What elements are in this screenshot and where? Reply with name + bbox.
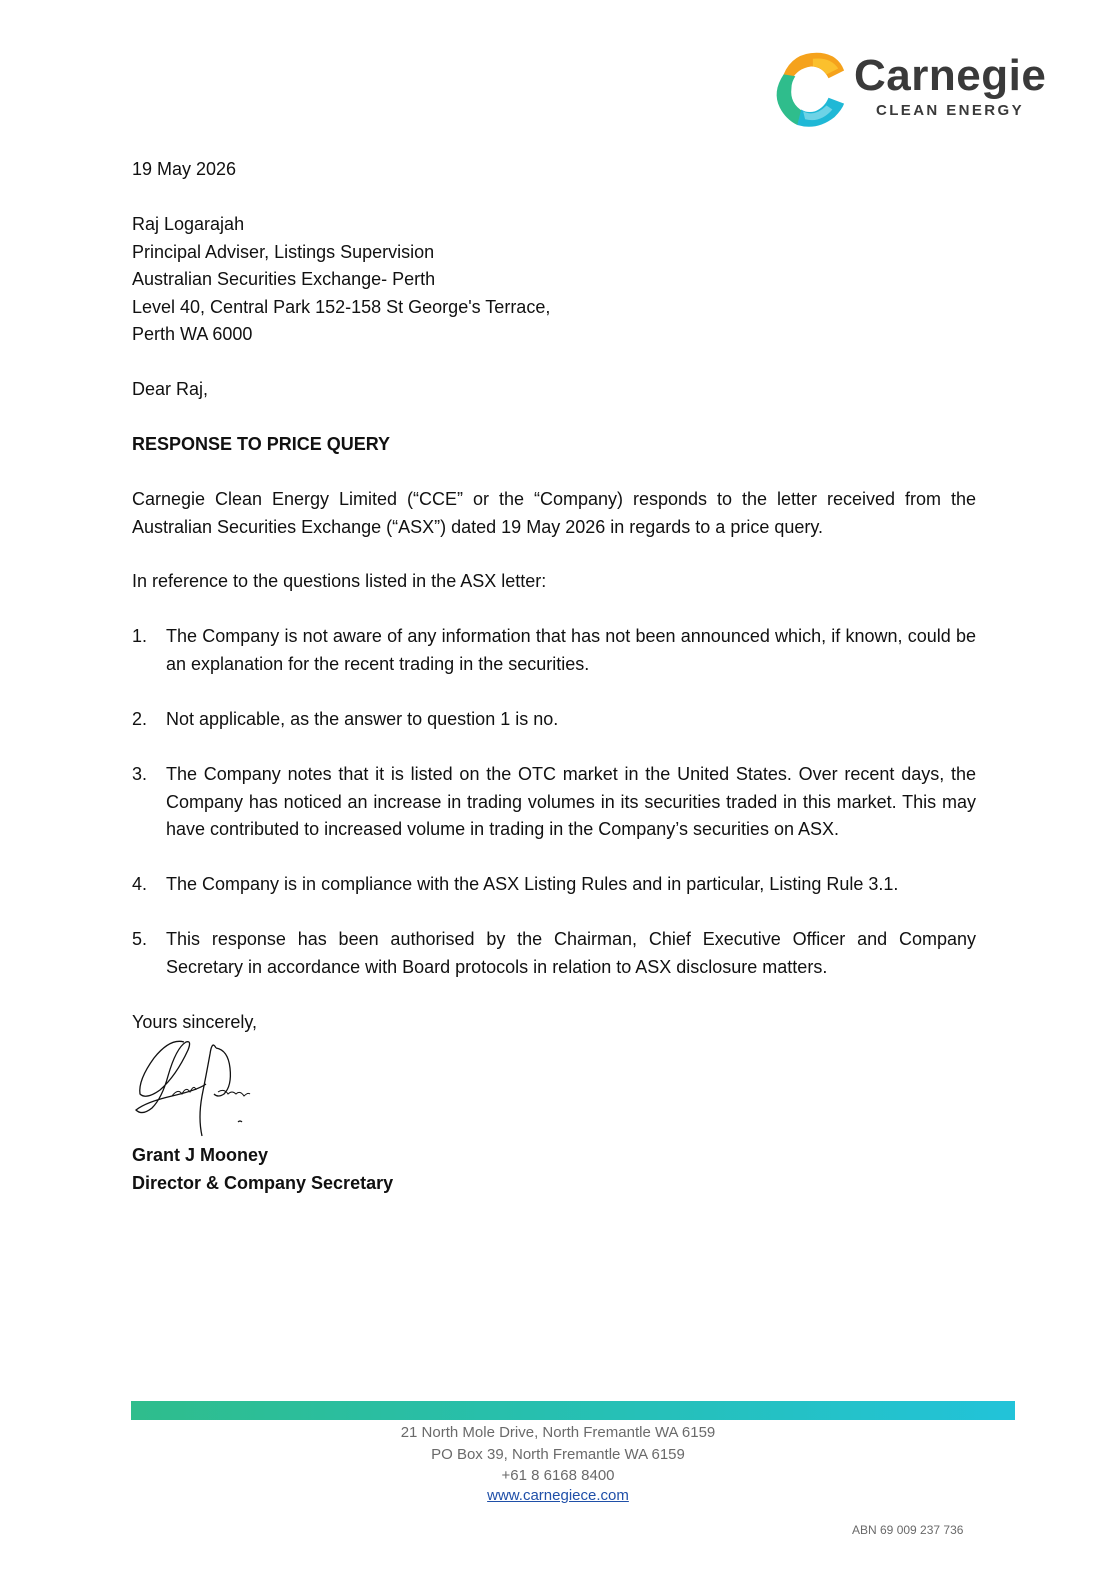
list-item-text: The Company notes that it is listed on the OTC market in the United States. Over recent days, the Company has noticed an increase in trading volumes in its securities traded in this market. This may have contributed to increased volume in trading in the Company’s securities on ASX. (166, 764, 976, 839)
list-item-text: The Company is not aware of any information that has not been announced which, if known, could be an explanation for the recent trading in the securities. (166, 626, 976, 674)
footer-po-box: PO Box 39, North Fremantle WA 6159 (431, 1446, 685, 1463)
signer-name: Grant J Mooney (132, 1145, 269, 1165)
website-link[interactable]: www.carnegiece.com (487, 1487, 629, 1504)
list-item (132, 761, 976, 844)
list-item-number: 5. (132, 929, 148, 949)
footer-phone: +61 8 6168 8400 (501, 1467, 615, 1484)
recipient-name: Raj Logarajah (132, 214, 245, 234)
letter-heading: RESPONSE TO PRICE QUERY (132, 434, 391, 454)
letter-date: 19 May 2026 (132, 159, 237, 179)
company-logo (770, 48, 1050, 130)
signer-block (132, 1142, 976, 1197)
list-item-text: The Company is in compliance with the ASX Listing Rules and in particular, Listing Rule 3.1. (166, 874, 899, 894)
footer-abn: ABN 69 009 237 736 (852, 1523, 964, 1537)
list-item (132, 706, 976, 734)
list-item (132, 623, 976, 678)
carnegie-c-logo-icon (770, 48, 848, 128)
list-item (132, 926, 976, 981)
recipient-city: Perth WA 6000 (132, 324, 253, 344)
recipient-street: Level 40, Central Park 152-158 St George's Terrace, (132, 296, 551, 317)
list-item-number: 3. (132, 764, 148, 784)
salutation: Dear Raj, (132, 379, 209, 399)
logo-brand-name: Carnegie (854, 51, 1047, 100)
recipient-organisation: Australian Securities Exchange- Perth (132, 269, 436, 289)
intro-paragraph: Carnegie Clean Energy Limited (“CCE” or the “Company) responds to the letter received from the Australian Securities Exchange (“ASX”) dated 19 May 2026 in regards to a price query. (132, 489, 976, 537)
signer-title: Director & Company Secretary (132, 1172, 394, 1193)
logo-tagline: CLEAN ENERGY (876, 102, 1024, 119)
closing: Yours sincerely, (132, 1012, 258, 1032)
list-item-number: 4. (132, 874, 148, 894)
recipient-title: Principal Adviser, Listings Supervision (132, 241, 435, 262)
footer-color-bar (131, 1401, 1015, 1420)
reference-paragraph: In reference to the questions listed in the ASX letter: (132, 571, 547, 591)
handwritten-signature (132, 1036, 258, 1140)
footer-website (0, 1486, 1116, 1506)
footer-address: 21 North Mole Drive, North Fremantle WA 6159 (400, 1424, 716, 1441)
list-item-text: This response has been authorised by the Chairman, Chief Executive Officer and Company Secretary in accordance with Board protocols in relation to ASX disclosure matters. (166, 929, 976, 977)
recipient-address (132, 211, 976, 349)
list-item-text: Not applicable, as the answer to question 1 is no. (166, 709, 559, 729)
list-item-number: 1. (132, 626, 148, 646)
list-item (132, 871, 976, 899)
list-item-number: 2. (132, 709, 148, 729)
